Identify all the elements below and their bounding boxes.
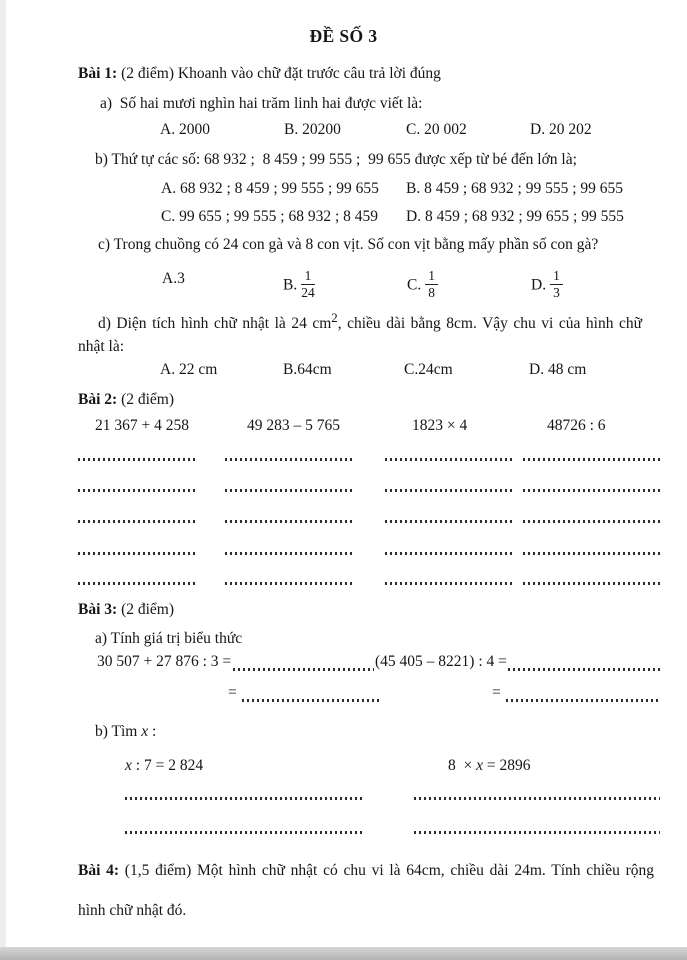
bai2-expression-1: 21 367 + 4 258 <box>95 417 189 434</box>
bai4-line2: hình chữ nhật đó. <box>78 902 187 919</box>
bai3a-expression-line <box>0 653 687 677</box>
answer-blank <box>385 489 512 492</box>
answer-blank <box>225 582 352 585</box>
answer-blank <box>385 520 512 523</box>
exam-title: ĐỀ SỐ 3 <box>309 26 378 46</box>
answer-blank <box>385 552 512 555</box>
answer-blank <box>385 582 512 585</box>
variable-x: x <box>476 757 484 774</box>
bai4-info: (1,5 điểm) Một hình chữ nhật có chu vi là 64cm, chiều dài 24m. Tính chiều rộng <box>119 862 654 879</box>
bai2-heading <box>78 390 649 410</box>
answer-blank <box>508 668 660 671</box>
q1a-prompt: a) Số hai mươi nghìn hai trăm linh hai được viết là: <box>100 95 423 112</box>
answer-blank <box>78 489 197 492</box>
answer-blank <box>414 831 660 834</box>
answer-blank <box>523 582 660 585</box>
bai3-number: Bài 3: <box>78 601 118 618</box>
bai3b-label <box>95 722 649 742</box>
bai2-number: Bài 2: <box>78 391 118 408</box>
variable-x: x <box>141 723 149 740</box>
answer-blank <box>523 520 660 523</box>
q1b-prompt: b) Thứ tự các số: 68 932 ; 8 459 ; 99 555 ; 99 655 được xếp từ bé đến lớn là; <box>95 151 577 168</box>
fraction <box>425 268 438 300</box>
bai2-expression-2: 49 283 – 5 765 <box>247 417 340 434</box>
answer-blank <box>523 489 660 492</box>
bai3-heading <box>78 600 649 620</box>
bai3b-equation-1 <box>125 757 203 775</box>
answer-blank <box>242 699 380 702</box>
q1b-option-b: B. 8 459 ; 68 932 ; 99 555 ; 99 655 <box>406 180 624 197</box>
q1d-prompt-line2: nhật là: <box>78 338 125 355</box>
bai1-heading <box>78 64 649 84</box>
bai2-info: (2 điểm) <box>117 391 175 408</box>
bai3a-expression-1: 30 507 + 27 876 : 3 = <box>97 653 232 670</box>
q1b-options-row2 <box>0 208 687 232</box>
q1d-prompt-end: , chiều dài bằng 8cm. Vậy chu vi của hình chữ <box>337 315 642 333</box>
bai3b-equation-2 <box>448 757 531 775</box>
q1b-option-d: D. 8 459 ; 68 932 ; 99 655 ; 99 555 <box>406 208 624 225</box>
bai3b-label-text: b) Tìm <box>95 723 142 740</box>
q1d-option-d: D. 48 cm <box>529 361 587 378</box>
q1a-option-b: B. 20200 <box>284 121 341 138</box>
fraction-numerator: 1 <box>425 268 438 285</box>
q1c-option-d-label: D. <box>531 276 547 294</box>
q1d-prompt-start: d) Diện tích hình chữ nhật là 24 cm <box>98 315 332 333</box>
q1d-option-a: A. 22 cm <box>160 361 218 378</box>
bai3a-expression-2: (45 405 – 8221) : 4 = <box>375 653 507 670</box>
bai3b-equation-1-rest: : 7 = 2 824 <box>131 757 204 774</box>
answer-blank <box>78 582 197 585</box>
answer-blank <box>125 797 365 800</box>
q1c-prompt: c) Trong chuồng có 24 con gà và 8 con vịt. Số con vịt bằng mấy phần số con gà? <box>98 236 599 253</box>
answer-blank <box>385 458 512 461</box>
q1c-option-b-label: B. <box>283 276 298 294</box>
q1c-option-c-label: C. <box>407 276 422 294</box>
q1b-option-a: A. 68 932 ; 8 459 ; 99 555 ; 99 655 <box>161 180 379 197</box>
bai2-expressions <box>0 417 687 441</box>
answer-blank <box>225 458 352 461</box>
answer-blank <box>414 797 660 800</box>
bai3a-label: a) Tính giá trị biểu thức <box>95 630 243 647</box>
equals-sign: = <box>492 684 501 701</box>
bai1-info: (2 điểm) Khoanh vào chữ đặt trước câu trả lời đúng <box>117 65 441 82</box>
answer-blank <box>78 552 197 555</box>
fraction-numerator: 1 <box>301 268 315 285</box>
answer-blank <box>506 699 660 702</box>
answer-blank <box>225 489 352 492</box>
variable-x: x <box>125 757 132 774</box>
fraction <box>301 268 315 300</box>
q1a-option-c: C. 20 002 <box>406 121 467 138</box>
answer-blank <box>78 520 197 523</box>
answer-blank <box>523 552 660 555</box>
answer-blank <box>125 831 365 834</box>
q1b-option-c: C. 99 655 ; 99 555 ; 68 932 ; 8 459 <box>161 208 379 225</box>
q1c-option-c <box>407 270 438 302</box>
q1a-option-a: A. 2000 <box>160 121 210 138</box>
fraction-denominator: 8 <box>428 284 435 300</box>
bai1-number: Bài 1: <box>78 65 118 82</box>
answer-blank <box>225 552 352 555</box>
q1a-option-d: D. 20 202 <box>530 121 592 138</box>
fraction <box>550 268 563 300</box>
equals-sign: = <box>228 684 237 701</box>
bai4-heading <box>78 861 654 881</box>
answer-blank <box>78 458 197 461</box>
q1b-options-row1 <box>0 180 687 204</box>
q1a-options <box>0 121 687 145</box>
page-bottom-edge <box>0 947 687 960</box>
fraction-denominator: 24 <box>301 284 315 300</box>
answer-blank <box>233 668 374 671</box>
bai4-number: Bài 4: <box>78 862 120 879</box>
bai3a-continuation-line <box>0 684 687 708</box>
answer-blank <box>523 458 660 461</box>
q1c-option-d <box>531 270 563 302</box>
q1d-options <box>0 361 687 385</box>
fraction-denominator: 3 <box>553 284 560 300</box>
q1c-option-b <box>283 270 315 302</box>
bai2-expression-4: 48726 : 6 <box>547 417 606 434</box>
answer-blank <box>225 520 352 523</box>
q1d-option-c: C.24cm <box>404 361 453 378</box>
bai3-info: (2 điểm) <box>117 601 175 618</box>
bai2-expression-3: 1823 × 4 <box>412 417 468 434</box>
q1d-prompt <box>98 308 642 334</box>
fraction-numerator: 1 <box>550 268 563 285</box>
bai3b-equation-2-rest: = 2896 <box>483 757 531 774</box>
q1d-option-b: B.64cm <box>283 361 332 378</box>
bai3b-label-colon: : <box>148 723 157 740</box>
q1c-option-a: A.3 <box>162 270 185 287</box>
superscript: 2 <box>331 310 338 325</box>
bai3b-equation-2-prefix: 8 × <box>448 757 477 774</box>
bai3b-equations <box>0 757 687 781</box>
q1c-options <box>0 262 687 300</box>
